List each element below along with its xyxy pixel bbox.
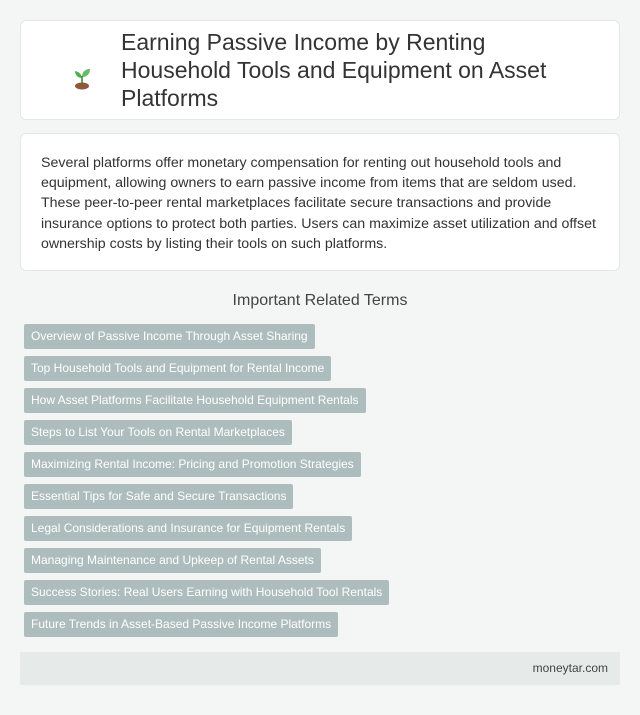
term-tag[interactable]: How Asset Platforms Facilitate Household Equipment Rentals bbox=[24, 388, 366, 413]
summary-card bbox=[20, 133, 620, 271]
footer bbox=[20, 652, 620, 685]
term-tag[interactable]: Future Trends in Asset-Based Passive Income Platforms bbox=[24, 612, 338, 637]
term-tag[interactable]: Legal Considerations and Insurance for Equipment Rentals bbox=[24, 516, 352, 541]
term-tag[interactable]: Top Household Tools and Equipment for Rental Income bbox=[24, 356, 331, 381]
term-tag[interactable]: Overview of Passive Income Through Asset Sharing bbox=[24, 324, 315, 349]
term-tag[interactable]: Steps to List Your Tools on Rental Marketplaces bbox=[24, 420, 292, 445]
related-terms-list bbox=[24, 324, 624, 644]
term-tag[interactable]: Success Stories: Real Users Earning with Household Tool Rentals bbox=[24, 580, 389, 605]
summary-text: Several platforms offer monetary compensation for renting out household tools and equipment, allowing owners to earn passive income from items that are seldom used. These peer-to-peer rental marketplaces facilitate secure transactions and provide insurance options to protect both parties. Users can maximize asset utilization and offset ownership costs by listing their tools on such platforms. bbox=[41, 155, 596, 252]
term-tag[interactable]: Maximizing Rental Income: Pricing and Promotion Strategies bbox=[24, 452, 361, 477]
term-tag[interactable]: Managing Maintenance and Upkeep of Rental Assets bbox=[24, 548, 321, 573]
title-card bbox=[20, 20, 620, 120]
sprout-icon bbox=[69, 65, 95, 91]
site-name[interactable]: moneytar.com bbox=[532, 661, 608, 675]
page-title: Earning Passive Income by Renting Household Tools and Equipment on Asset Platforms bbox=[121, 29, 547, 111]
term-tag[interactable]: Essential Tips for Safe and Secure Transactions bbox=[24, 484, 293, 509]
related-terms-heading: Important Related Terms bbox=[232, 292, 408, 309]
